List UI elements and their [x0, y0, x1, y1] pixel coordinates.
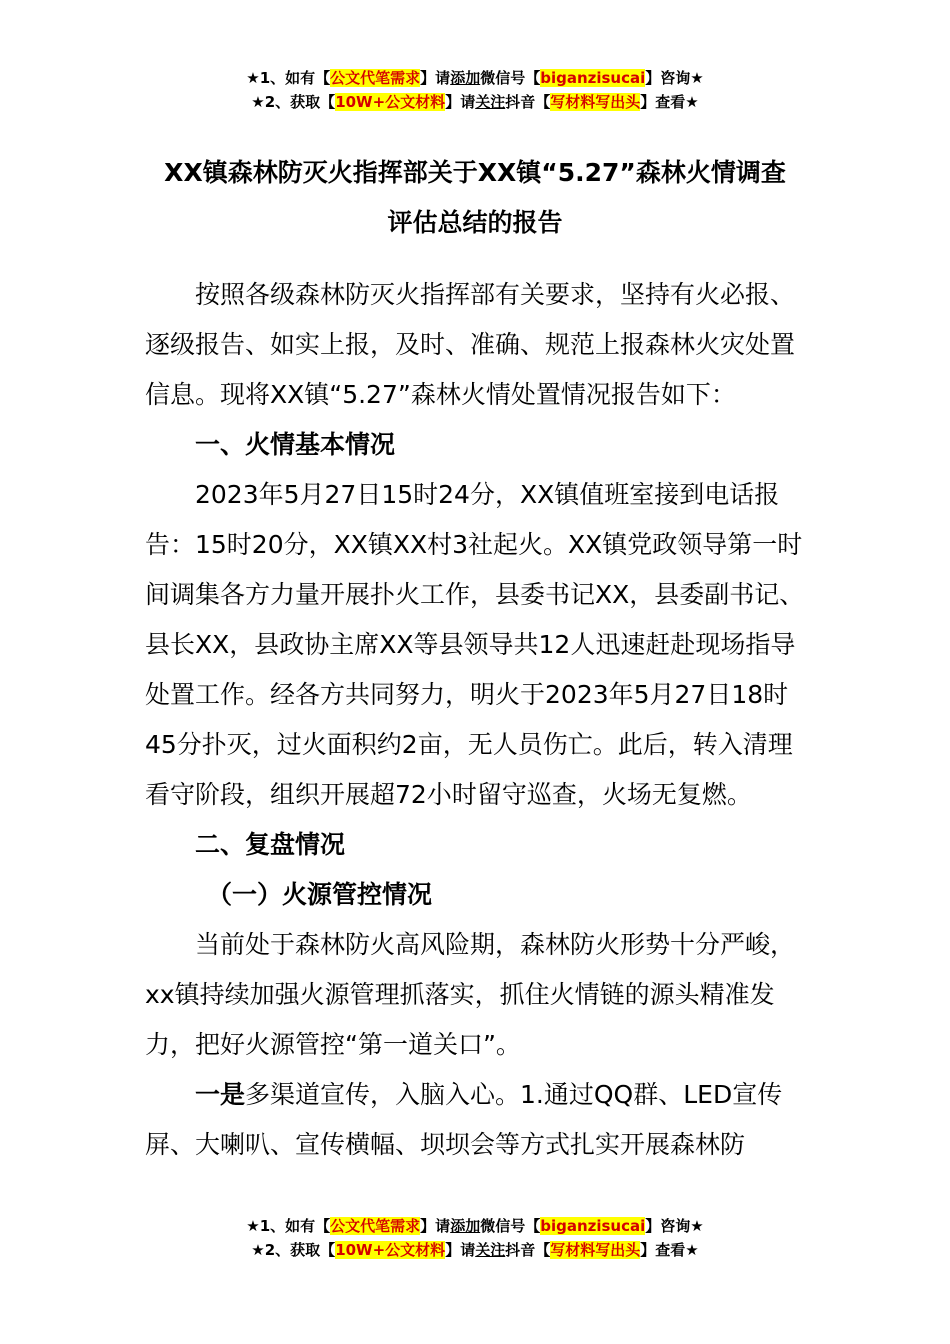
highlight-douyin-id: 写材料写出头 [550, 93, 641, 111]
document-title [120, 148, 830, 248]
publicity-paragraph: 一是多渠道宣传，入脑入心。1.通过QQ群、LED宣传屏、大喇叭、宣传横幅、坝坝会等方式扎实开展森林防 [145, 1080, 783, 1159]
fire-basic-paragraph: 2023年5月27日15时24分，XX镇值班室接到电话报告：15时20分，XX镇XX村3社起火。XX镇党政领导第一时间调集各方力量开展扑火工作，县委书记XX，县委副书记、县长XX，县政协主席XX等县领导共12人迅速赶赴现场指导处置工作。经各方共同努力，明火于2023年5月27日18时45分扑灭，过火面积约2亩，无人员伤亡。此后，转入清理看守阶段，组织开展超72小时留守巡查，火场无复燃。 [145, 480, 805, 809]
intro-paragraph: 按照各级森林防灭火指挥部有关要求，坚持有火必报、逐级报告、如实上报，及时、准确、规范上报森林火灾处置信息。现将XX镇“5.27”森林火情处置情况报告如下： [145, 280, 796, 409]
section-heading-2: 二、复盘情况 [195, 830, 346, 859]
footer-banner [0, 1214, 950, 1262]
highlight-wechat-id: biganzisucai [540, 69, 646, 87]
subsection-heading-1: （一）火源管控情况 [207, 880, 433, 909]
highlight-service: 公文代笔需求 [330, 69, 421, 87]
fire-control-paragraph: 当前处于森林防火高风险期，森林防火形势十分严峻，xx镇持续加强火源管理抓落实，抓住火情链的源头精准发力，把好火源管控“第一道关口”。 [145, 930, 796, 1059]
banner-line-2: ★2、获取【10W+公文材料】请关注抖音【写材料写出头】查看★ [251, 93, 699, 111]
footer-line-1: ★1、如有【公文代笔需求】请添加微信号【biganzisucai】咨询★ [246, 1217, 704, 1235]
point-marker: 一是 [195, 1080, 246, 1109]
highlight-materials: 10W+公文材料 [335, 93, 446, 111]
section-heading-1: 一、火情基本情况 [195, 430, 396, 459]
document-body [145, 270, 815, 1170]
footer-line-2: ★2、获取【10W+公文材料】请关注抖音【写材料写出头】查看★ [251, 1241, 699, 1259]
banner-line-1: ★1、如有【公文代笔需求】请添加微信号【biganzisucai】咨询★ [246, 69, 704, 87]
title-line-2: 评估总结的报告 [387, 208, 563, 237]
header-banner [0, 66, 950, 114]
title-line-1: XX镇森林防灭火指挥部关于XX镇“5.27”森林火情调查 [164, 158, 786, 187]
